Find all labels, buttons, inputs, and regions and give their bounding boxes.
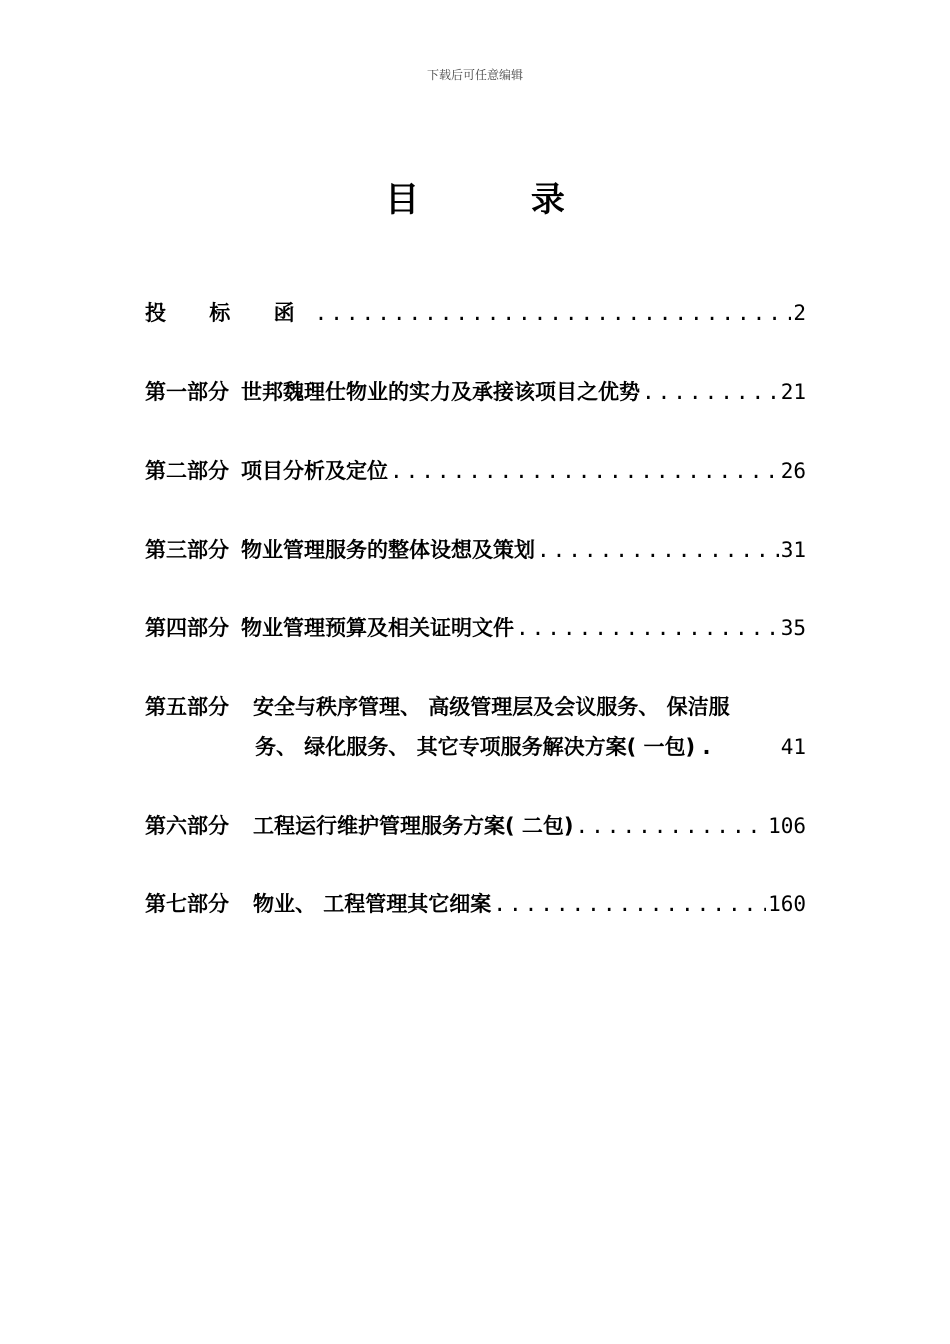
toc-part-label: 第一部分 [145, 380, 229, 404]
toc-entry-title: 世邦魏理仕物业的实力及承接该项目之优势 [241, 380, 640, 404]
toc-page-number: 41 [780, 735, 806, 759]
toc-page-number: 35 [780, 616, 806, 640]
toc-part-label: 第四部分 [145, 616, 229, 640]
toc-entry-part-6[interactable] [145, 810, 806, 840]
toc-entry-part-2[interactable] [145, 455, 806, 485]
toc-entry-title: 工程运行维护管理服务方案( 二包) [253, 814, 574, 838]
toc-part-label: 第六部分 [145, 814, 229, 838]
toc-dot-leader [390, 459, 779, 483]
toc-entry-label: 投 标 函 [145, 301, 313, 325]
toc-entry-title-line1: 安全与秩序管理、 高级管理层及会议服务、 保洁服 [253, 695, 730, 719]
toc-entry-cover-letter[interactable] [145, 297, 806, 327]
toc-part-label: 第七部分 [145, 892, 229, 916]
toc-entry-part-5-continued[interactable] [255, 731, 806, 761]
toc-page-number: 160 [768, 892, 806, 916]
document-title: 目 录 [385, 180, 615, 220]
toc-entry-title: 项目分析及定位 [241, 459, 388, 483]
toc-dot-leader [516, 616, 779, 640]
toc-entry-title: 物业管理服务的整体设想及策划 [241, 538, 535, 562]
toc-page-number: 21 [780, 380, 806, 404]
toc-entry-part-4[interactable] [145, 612, 806, 642]
toc-dot-leader [642, 380, 779, 404]
toc-dot-leader [576, 814, 767, 838]
toc-entry-part-7[interactable] [145, 888, 806, 918]
toc-part-label: 第五部分 [145, 695, 229, 719]
toc-page-number: 2 [793, 301, 806, 325]
toc-page-number: 106 [768, 814, 806, 838]
toc-entry-part-5[interactable] [145, 691, 806, 721]
toc-dot-leader [537, 538, 779, 562]
toc-part-label: 第三部分 [145, 538, 229, 562]
toc-entry-title-line2: 务、 绿化服务、 其它专项服务解决方案( 一包) . [255, 735, 711, 759]
toc-page-number: 31 [780, 538, 806, 562]
toc-entry-part-3[interactable] [145, 534, 806, 564]
toc-page-number: 26 [780, 459, 806, 483]
toc-dot-leader [493, 892, 766, 916]
toc-entry-title: 物业管理预算及相关证明文件 [241, 616, 514, 640]
toc-entry-part-1[interactable] [145, 376, 806, 406]
toc-entry-title: 物业、 工程管理其它细案 [253, 892, 492, 916]
toc-part-label: 第二部分 [145, 459, 229, 483]
toc-dot-leader [315, 301, 792, 325]
header-note: 下载后可任意编辑 [426, 68, 523, 82]
